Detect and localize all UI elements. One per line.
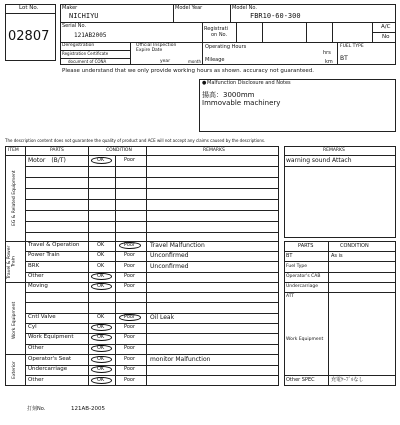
- group-work-equipment: Work Equipment: [12, 301, 17, 339]
- ok-label: OK: [97, 252, 105, 258]
- ok-label: OK: [97, 273, 105, 279]
- malfunction-line-1: 揚高：3000mm: [202, 91, 255, 99]
- right-row-cond: As is: [331, 253, 343, 259]
- serial-value: 121AB2005: [74, 32, 107, 39]
- row-part-label: Work Equipment: [28, 334, 74, 340]
- row-remark: Oil Leak: [150, 314, 175, 321]
- model-year-label: Model Year: [175, 5, 203, 11]
- row-part-label: Other: [28, 377, 44, 383]
- ac-label: A/C: [381, 24, 391, 30]
- malfunction-bullet-icon: ●: [202, 80, 207, 86]
- hours-notice: Please understand that we only provide working hours as shown. accuracy not guaranteed.: [62, 68, 315, 74]
- mileage-label: Mileage: [205, 57, 225, 63]
- malfunction-line-2: Immovable machinery: [202, 99, 281, 107]
- model-no-value: FBR10-60-300: [250, 12, 301, 20]
- poor-label: Poor: [124, 273, 136, 279]
- ok-label: OK: [97, 314, 105, 320]
- poor-label: Poor: [124, 334, 136, 340]
- malfunction-title: Malfunction Disclosure and Notes: [207, 80, 291, 86]
- poor-label: Poor: [124, 157, 136, 163]
- model-no-label: Model No.: [232, 5, 257, 11]
- expire-date-label: Expire Date: [136, 48, 163, 53]
- poor-label: Poor: [124, 324, 136, 330]
- col-remarks-header: REMARKS: [203, 148, 225, 153]
- row-part-label: Other: [28, 345, 44, 351]
- ok-label: OK: [97, 334, 105, 340]
- ok-label: OK: [97, 356, 105, 362]
- ok-label: OK: [97, 345, 105, 351]
- ok-label: OK: [97, 242, 105, 248]
- ok-label: OK: [97, 157, 105, 163]
- poor-label: Poor: [124, 345, 136, 351]
- ok-label: OK: [97, 377, 105, 383]
- col-condition-header: CONDITION: [106, 148, 132, 153]
- inspection-label: Official Inspection: [136, 43, 177, 48]
- poor-label: Poor: [124, 314, 136, 320]
- row-part-label: Power Train: [28, 252, 60, 258]
- right-row-cond: 充電ｹｰﾌﾞﾙなし: [331, 377, 364, 383]
- operating-hours-label: Operating Hours: [205, 44, 247, 50]
- right-row-part: BT: [286, 253, 293, 259]
- fuel-type-value: BT: [340, 55, 348, 62]
- km-label: km: [325, 59, 333, 65]
- registration-label-2: on No.: [211, 32, 228, 38]
- ok-label: OK: [97, 324, 105, 330]
- row-part-label: Motor (B/T): [28, 157, 66, 164]
- right-remarks-header: REMARKS: [323, 148, 345, 153]
- group-eg-related: EG & Related Equipment: [12, 170, 17, 226]
- row-remark: Unconfirmed: [150, 252, 189, 259]
- inspection-table: [5, 146, 279, 386]
- registration-label: Registrati: [204, 26, 228, 32]
- disclaimer: The description content does not guarantee the quality of product and ACE will not accept any claims caused by the descriptions.: [5, 138, 266, 143]
- poor-label: Poor: [124, 252, 136, 258]
- right-row-part: Work Equipment: [286, 337, 324, 342]
- registration-certificate-label: Registration Certificate: [62, 51, 109, 56]
- group-travel-power: Travel & Power Train: [7, 245, 17, 279]
- row-remark: Travel Malfunction: [150, 242, 205, 249]
- row-part-label: BRK: [28, 263, 40, 269]
- row-remark: Unconfirmed: [150, 263, 189, 270]
- right-remarks-text: warning sound Attach: [286, 157, 352, 164]
- group-exterior: Exterior: [12, 361, 17, 379]
- serial-label: Serial No.: [62, 23, 87, 29]
- hrs-label: hrs: [323, 50, 331, 56]
- row-part-label: Undercarriage: [28, 366, 68, 372]
- col-item-header: ITEM: [8, 148, 19, 153]
- row-part-label: Cntl Valve: [28, 314, 56, 320]
- row-part-label: Moving: [28, 283, 48, 289]
- ac-value: No: [382, 34, 390, 40]
- right-row-part: Other SPEC: [286, 377, 315, 383]
- year-label: year: [160, 59, 171, 64]
- poor-label: Poor: [124, 283, 136, 289]
- lot-label: Lot No.: [19, 5, 39, 11]
- row-part-label: Travel & Operation: [28, 242, 80, 248]
- right-row-part: Undercarriage: [286, 284, 319, 289]
- month-label: month: [188, 59, 201, 64]
- poor-label: Poor: [124, 377, 136, 383]
- poor-label: Poor: [124, 366, 136, 372]
- right-parts-table: [284, 241, 396, 386]
- ok-label: OK: [97, 366, 105, 372]
- row-part-label: Operator's Seat: [28, 356, 72, 362]
- fuel-type-label: FUEL TYPE: [340, 44, 364, 49]
- right-row-part: ATT: [286, 294, 295, 299]
- footer-stamp-label: 打刻No.: [27, 406, 46, 412]
- row-part-label: Cyl: [28, 324, 37, 330]
- ok-label: OK: [97, 263, 105, 269]
- poor-label: Poor: [124, 356, 136, 362]
- right-col-condition-header: CONDITION: [340, 243, 369, 249]
- poor-label: Poor: [124, 242, 136, 248]
- right-row-part: Fuel Type: [286, 264, 307, 269]
- row-part-label: Other: [28, 273, 44, 279]
- maker-value: NICHIYU: [69, 12, 99, 20]
- col-parts-header: PARTS: [50, 148, 64, 153]
- maker-label: Maker: [62, 5, 78, 11]
- ok-label: OK: [97, 283, 105, 289]
- right-col-parts-header: PARTS: [298, 243, 314, 249]
- cona-document-label: document of CONA: [68, 59, 107, 64]
- right-row-part: Operator's CAB: [286, 274, 321, 279]
- footer-stamp-value: 121AB-2005: [71, 406, 106, 412]
- lot-number: 02807: [8, 29, 50, 44]
- poor-label: Poor: [124, 263, 136, 269]
- deregistration-label: Deregistration: [62, 43, 95, 48]
- row-remark: monitor Malfunction: [150, 356, 211, 363]
